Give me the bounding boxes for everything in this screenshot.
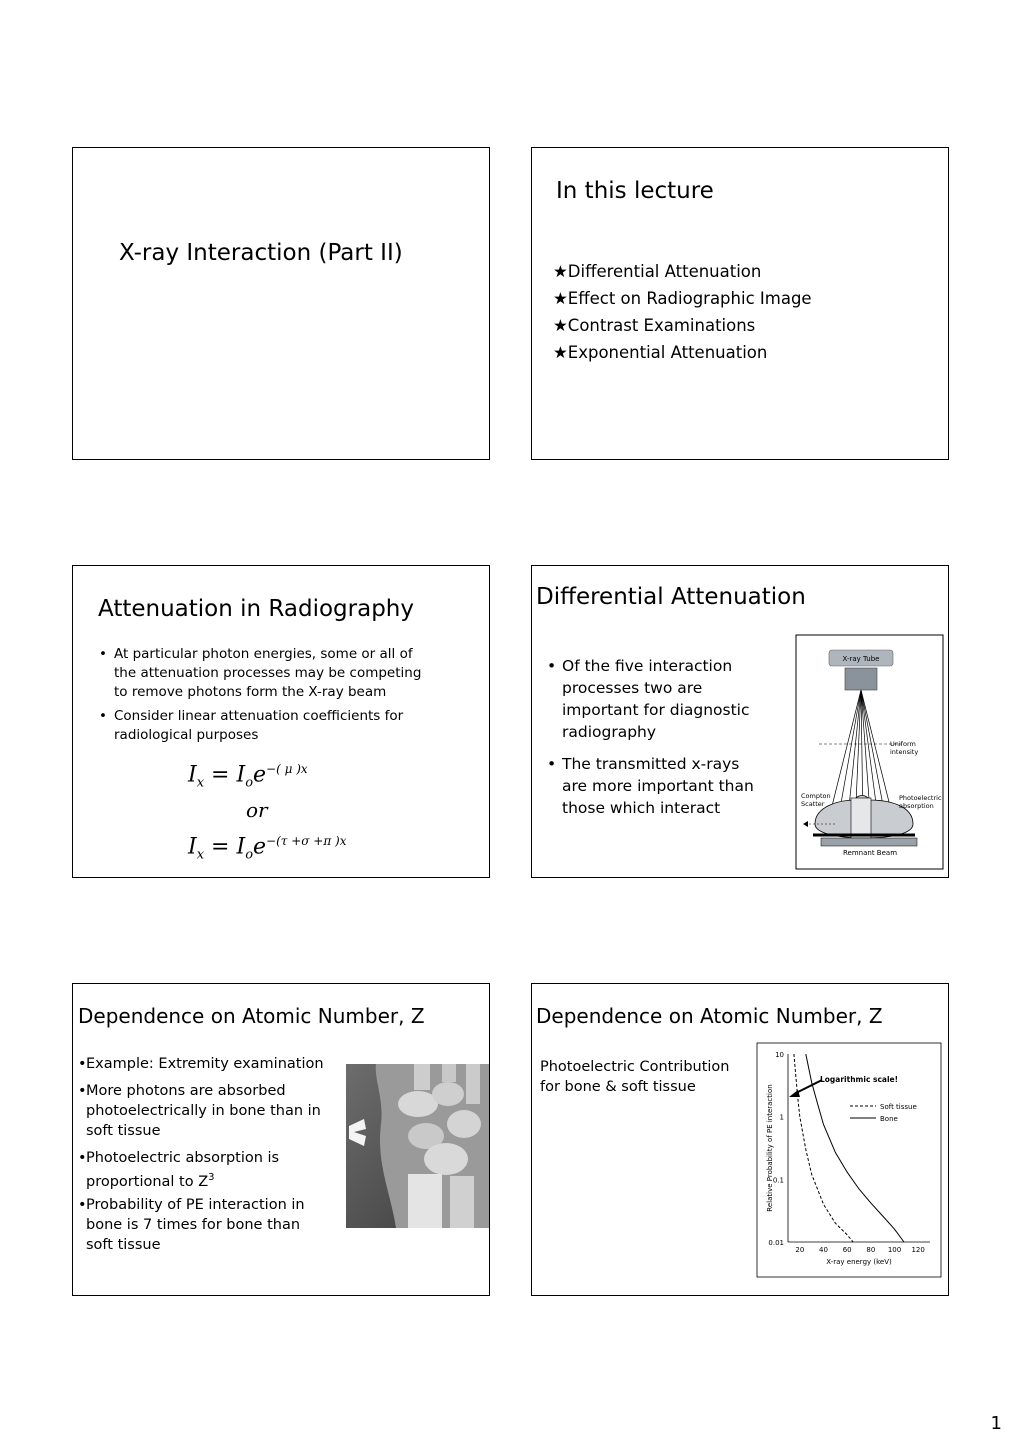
bullet-item: • Probability of PE interaction in bone is 7 times for bone than soft tissue bbox=[78, 1195, 346, 1255]
list-item: ★Exponential Attenuation bbox=[553, 343, 768, 362]
slide-title: Dependence on Atomic Number, Z bbox=[78, 1004, 425, 1028]
bullet-line: proportional to $Z^3$ bbox=[86, 1172, 215, 1190]
film bbox=[821, 838, 917, 846]
slide-5 bbox=[72, 983, 490, 1296]
bullet-item: • Consider linear attenuation coefficients for radiological purposes bbox=[99, 707, 479, 745]
chart-caption bbox=[540, 1057, 730, 1097]
x-tick-label: 20 bbox=[795, 1246, 805, 1254]
uniform-label: intensity bbox=[890, 748, 919, 756]
equation-2: $I_x = I_oe^{-(\tau +\sigma +\pi )x}$ bbox=[188, 834, 347, 863]
bullet-item: • Example: Extremity examination bbox=[78, 1054, 346, 1074]
bullet-line: The transmitted x-rays bbox=[562, 755, 740, 773]
x-tick-label: 40 bbox=[819, 1246, 828, 1254]
bullet-line: Of the five interaction bbox=[562, 657, 733, 675]
compton-label: Scatter bbox=[801, 800, 825, 808]
bullet-item: • Of the five interaction processes two are important for diagnostic radiography bbox=[547, 655, 787, 743]
x-tick-label: 60 bbox=[842, 1246, 852, 1254]
compton-label: Compton bbox=[801, 792, 831, 800]
page-number: 1 bbox=[990, 1413, 1002, 1434]
slide-title: X-ray Interaction (Part II) bbox=[119, 240, 403, 266]
x-tick-label: 80 bbox=[866, 1246, 876, 1254]
slide-title: Differential Attenuation bbox=[536, 584, 806, 610]
y-tick-label: 10 bbox=[775, 1051, 784, 1059]
slide-title: Attenuation in Radiography bbox=[98, 596, 414, 622]
bullet-line: soft tissue bbox=[86, 1123, 161, 1139]
photoelectric-label: Photoelectric bbox=[899, 794, 942, 802]
slide-6 bbox=[531, 983, 949, 1296]
star-icon: ★ bbox=[553, 343, 568, 362]
slide-3 bbox=[72, 565, 490, 878]
slide-title: Dependence on Atomic Number, Z bbox=[536, 1004, 883, 1028]
legend-label: Soft tissue bbox=[880, 1103, 917, 1111]
bullet-line: Example: Extremity examination bbox=[86, 1056, 324, 1072]
bullet-item: • More photons are absorbed photoelectrically in bone than in soft tissue bbox=[78, 1081, 346, 1141]
photoelectric-label: absorption bbox=[899, 802, 934, 810]
x-tick-label: 120 bbox=[911, 1246, 925, 1254]
equation-1: $I_x = I_oe^{-( \mu )x}$ bbox=[188, 762, 308, 791]
x-axis-label: X-ray energy (keV) bbox=[826, 1258, 892, 1266]
bullet-line: radiological purposes bbox=[114, 727, 259, 743]
bullet-line: radiography bbox=[562, 723, 657, 741]
bullet-line: Consider linear attenuation coefficients for bbox=[114, 708, 404, 724]
bullet-line: Probability of PE interaction in bbox=[86, 1197, 305, 1213]
slide-1 bbox=[72, 147, 490, 460]
bullet-line: soft tissue bbox=[86, 1237, 161, 1253]
list-item: ★Effect on Radiographic Image bbox=[553, 289, 812, 308]
slide-title: In this lecture bbox=[556, 178, 714, 204]
legend-label: Bone bbox=[880, 1115, 898, 1123]
xray-diagram bbox=[795, 634, 945, 872]
y-tick-label: 0.01 bbox=[768, 1239, 784, 1247]
bullet-line: At particular photon energies, some or all of bbox=[114, 646, 413, 662]
uniform-label: Uniform bbox=[890, 740, 916, 748]
bullet-line: the attenuation processes may be competing bbox=[114, 665, 422, 681]
caption-line: for bone & soft tissue bbox=[540, 1079, 696, 1095]
star-icon: ★ bbox=[553, 316, 568, 335]
star-icon: ★ bbox=[553, 289, 568, 308]
list-item: ★Contrast Examinations bbox=[553, 316, 756, 335]
remnant-label: Remnant Beam bbox=[842, 849, 898, 857]
bullet-item: • At particular photon energies, some or all of the attenuation processes may be competing to remove photons form the X-ray beam bbox=[99, 645, 479, 702]
list-item: ★Differential Attenuation bbox=[553, 262, 762, 281]
bullet-line: processes two are bbox=[562, 679, 703, 697]
pe-probability-chart bbox=[756, 1042, 942, 1278]
bullet-line: bone is 7 times for bone than bbox=[86, 1217, 301, 1233]
x-tick-label: 100 bbox=[887, 1246, 902, 1254]
y-tick-label: 0.1 bbox=[772, 1176, 784, 1185]
star-icon: ★ bbox=[553, 262, 568, 281]
bullet-line: Photoelectric absorption is bbox=[86, 1150, 280, 1166]
bullet-line: those which interact bbox=[562, 799, 721, 817]
y-tick-label: 1 bbox=[779, 1113, 784, 1122]
caption-line: Photoelectric Contribution bbox=[540, 1059, 730, 1075]
bullet-line: are more important than bbox=[562, 777, 754, 795]
topic-list bbox=[553, 258, 812, 366]
bullet-item: • The transmitted x-rays are more important than those which interact bbox=[547, 753, 787, 819]
xray-tube bbox=[845, 668, 877, 690]
bullet-item: • Photoelectric absorption is proportional to $Z^3$ bbox=[78, 1148, 346, 1192]
slide-2 bbox=[531, 147, 949, 460]
wrist-xray-image bbox=[346, 1064, 490, 1228]
annotation-text: Logarithmic scale! bbox=[820, 1075, 899, 1084]
xray-tube-label: X-ray Tube bbox=[842, 655, 880, 663]
bullet-line: More photons are absorbed bbox=[86, 1083, 286, 1099]
y-axis-label: Relative Probability of PE interaction bbox=[766, 1084, 774, 1212]
bullet-line: photoelectrically in bone than in bbox=[86, 1103, 321, 1119]
or-label: or bbox=[246, 798, 268, 822]
slide-4 bbox=[531, 565, 949, 878]
bullet-line: important for diagnostic bbox=[562, 701, 750, 719]
bone-shape bbox=[851, 798, 871, 838]
bullet-line: to remove photons form the X-ray beam bbox=[114, 684, 387, 700]
